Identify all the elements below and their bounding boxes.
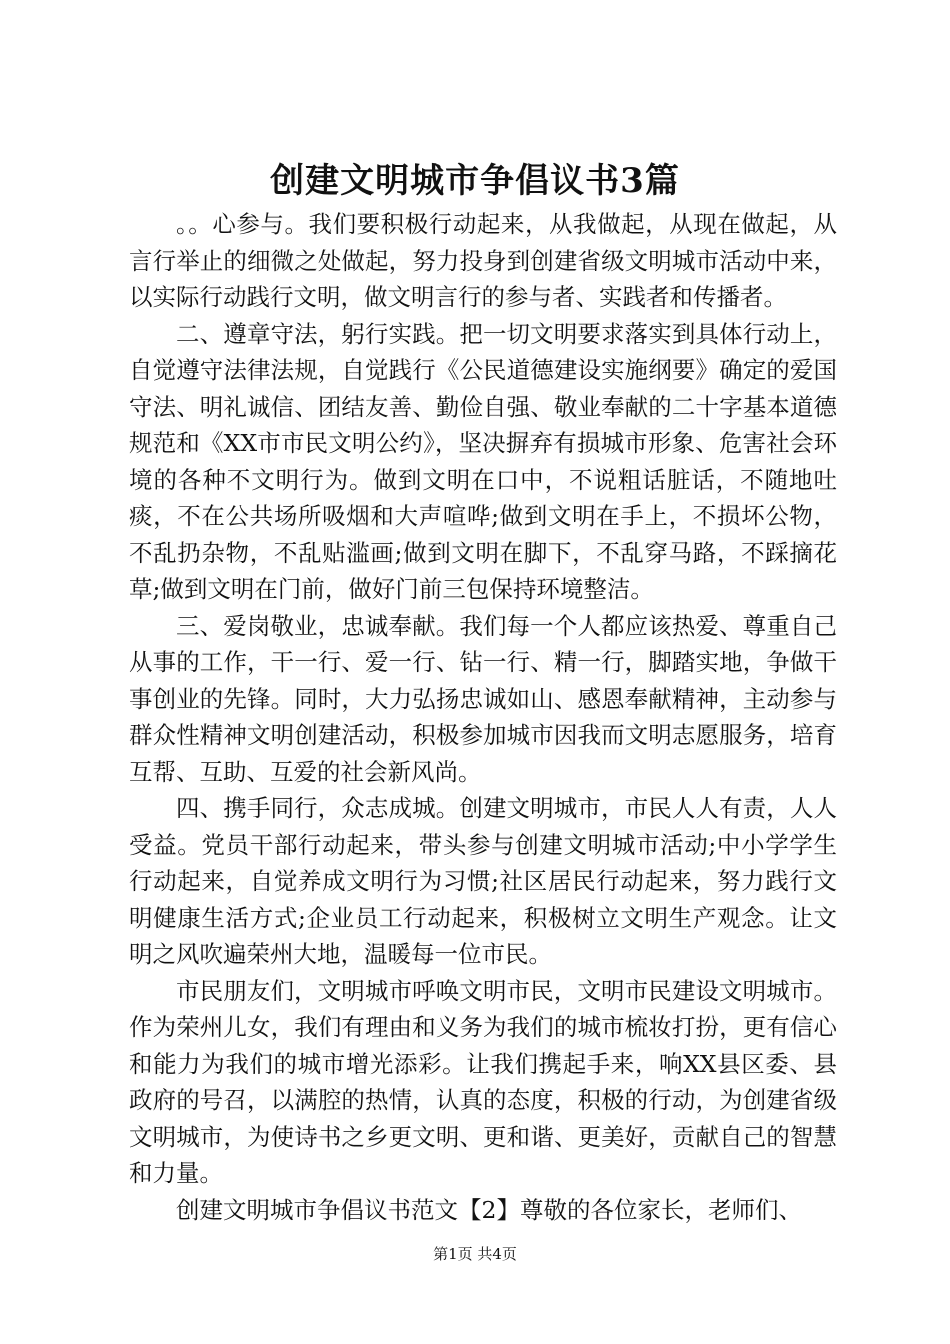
document-body <box>129 206 837 1228</box>
page-footer: 第1页 共4页 <box>433 1245 517 1263</box>
paragraph-closing: 市民朋友们，文明城市呼唤文明市民，文明市民建设文明城市。作为荣州儿女，我们有理由和义务为我们的城市梳妆打扮，更有信心和能力为我们的城市增光添彩。让我们携起手来，响XX县区委、县政府的号召，以满腔的热情，认真的态度，积极的行动，为创建省级文明城市，为使诗书之乡更文明、更和谐、更美好，贡献自己的智慧和力量。 <box>129 976 837 1187</box>
paragraph-intro: 。。心参与。我们要积极行动起来，从我做起，从现在做起，从言行举止的细微之处做起，努力投身到创建省级文明城市活动中来，以实际行动践行文明，做文明言行的参与者、实践者和传播者。 <box>129 210 837 311</box>
paragraph-section-three: 三、爱岗敬业，忠诚奉献。我们每一个人都应该热爱、尊重自己从事的工作，干一行、爱一行、钻一行、精一行，脚踏实地，争做干事创业的先锋。同时，大力弘扬忠诚如山、感恩奉献精神，主动参与群众性精神文明创建活动，积极参加城市因我而文明志愿服务，培育互帮、互助、互爱的社会新风尚。 <box>129 611 837 786</box>
paragraph-section-four: 四、携手同行，众志成城。创建文明城市，市民人人有责，人人受益。党员干部行动起来，带头参与创建文明城市活动;中小学学生行动起来，自觉养成文明行为习惯;社区居民行动起来，努力践行文明健康生活方式;企业员工行动起来，积极树立文明生产观念。让文明之风吹遍荣州大地，温暖每一位市民。 <box>129 794 837 968</box>
paragraph-sample-two-start: 创建文明城市争倡议书范文【2】尊敬的各位家长，老师们、 <box>176 1195 802 1224</box>
document-title: 创建文明城市争倡议书3篇 <box>270 161 680 201</box>
paragraph-section-two: 二、遵章守法，躬行实践。把一切文明要求落实到具体行动上，自觉遵守法律法规，自觉践行《公民道德建设实施纲要》确定的爱国守法、明礼诚信、团结友善、勤俭自强、敬业奉献的二十字基本道德规范和《XX市市民文明公约》，坚决摒弃有损城市形象、危害社会环境的各种不文明行为。做到文明在口中，不说粗话脏话，不随地吐痰，不在公共场所吸烟和大声喧哗;做到文明在手上，不损坏公物，不乱扔杂物，不乱贴滥画;做到文明在脚下，不乱穿马路，不踩摘花草;做到文明在门前，做好门前三包保持环境整洁。 <box>129 319 837 603</box>
